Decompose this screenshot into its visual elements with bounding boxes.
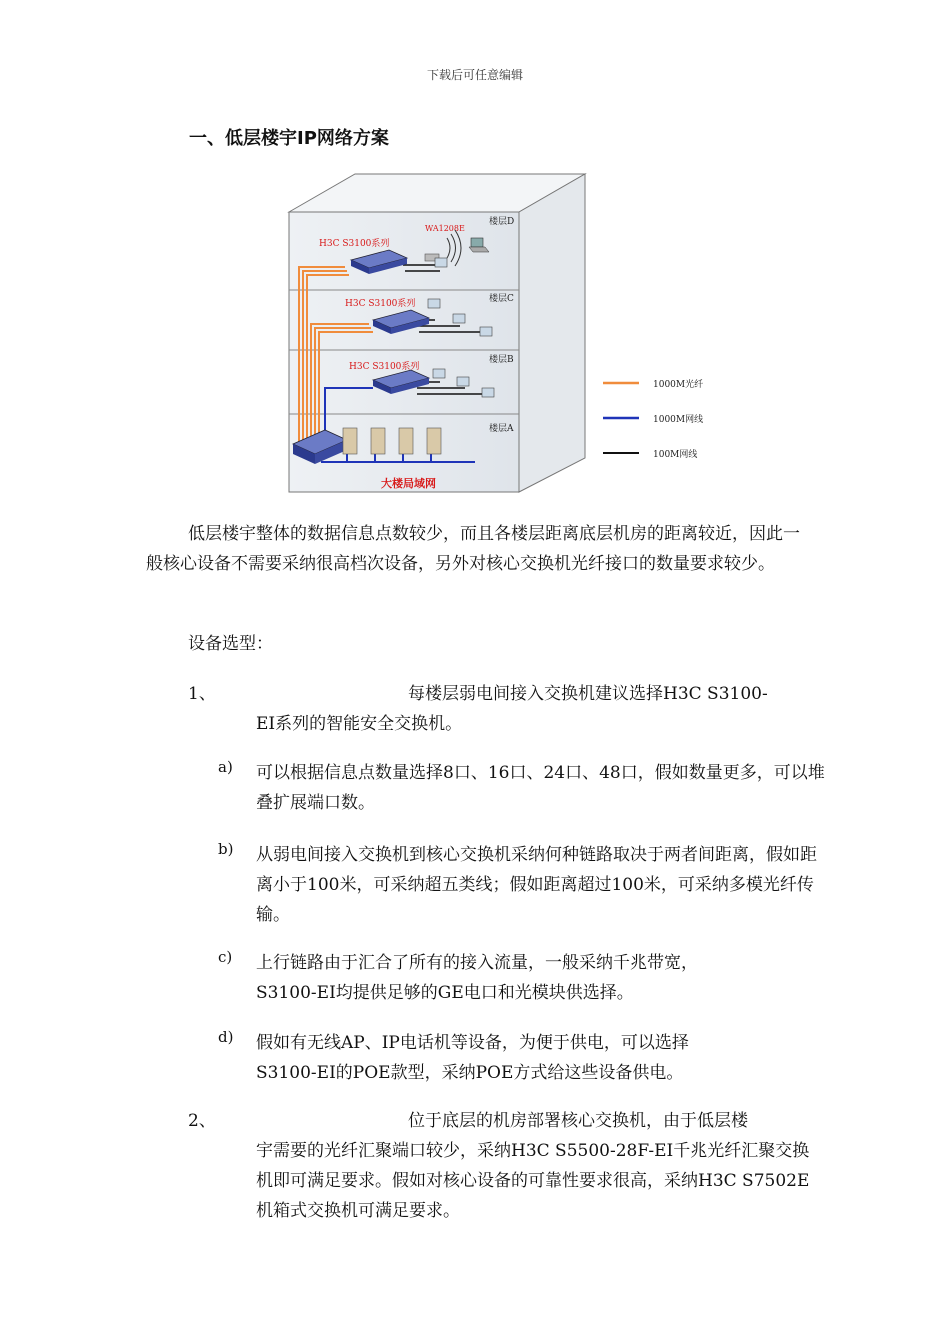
floor-label-d: 楼层D [489, 217, 515, 227]
switch-c-label: H3C S3100系列 [345, 299, 416, 309]
legend [603, 378, 703, 460]
item2-text [256, 1106, 816, 1226]
sub-d-text [256, 1028, 826, 1088]
switch-d-label: H3C S3100系列 [319, 239, 390, 249]
floor-label-b: 楼层B [489, 355, 514, 365]
network-diagram [285, 172, 745, 497]
sub-c-line2: S3100-EI均提供足够的GE电口和光模块供选择。 [256, 983, 634, 1003]
sub-d-line2: S3100-EI的POE款型，采纳POE方式给这些设备供电。 [256, 1063, 684, 1083]
floor-label-a: 楼层A [489, 424, 514, 434]
item2-line1: 位于底层的机房部署核心交换机，由于低层楼 [408, 1111, 748, 1131]
section-title: 一、低层楼宇IP网络方案 [189, 128, 389, 149]
legend-fiber: 1000M光纤 [653, 380, 704, 390]
legend-gig: 1000M网线 [653, 415, 704, 425]
legend-fast: 100M网线 [653, 450, 698, 460]
sub-c-text [256, 948, 826, 1008]
sub-a-text: 可以根据信息点数量选择8口、16口、24口、48口，假如数量更多，可以堆叠扩展端口数。 [256, 763, 825, 813]
item2-rest: 宇需要的光纤汇聚端口较少，采纳H3C S5500-28F-EI千兆光纤汇聚交换机即可满足要求。假如对核心设备的可靠性要求很高，采纳H3C S7502E机箱式交换机可满足要求。 [256, 1141, 810, 1221]
sub-a-label: a) [218, 758, 233, 776]
building-side [519, 174, 585, 492]
sub-d-line1: 假如有无线AP、IP电话机等设备，为便于供电，可以选择 [256, 1033, 689, 1053]
floor-label-c: 楼层C [489, 294, 514, 304]
intro-paragraph [146, 519, 806, 579]
sub-c-line1: 上行链路由于汇合了所有的接入流量，一般采纳千兆带宽， [256, 953, 698, 973]
selection-heading: 设备选型： [188, 634, 273, 654]
item2-number: 2、 [188, 1111, 216, 1131]
sub-c-label: c) [218, 948, 233, 966]
intro-text: 低层楼宇整体的数据信息点数较少，而且各楼层距离底层机房的距离较近，因此一般核心设备不需要采纳很高档次设备，另外对核心交换机光纤接口的数量要求较少。 [146, 524, 800, 574]
sub-d-label: d) [218, 1028, 234, 1046]
item1-text [256, 679, 816, 739]
item1-line2: EI系列的智能安全交换机。 [256, 714, 463, 734]
item1-line1: 每楼层弱电间接入交换机建议选择H3C S3100- [408, 684, 768, 704]
switch-b-label: H3C S3100系列 [349, 362, 420, 372]
item1-number: 1、 [188, 684, 216, 704]
sub-b-label: b) [218, 840, 234, 858]
lan-label: 大楼局域网 [381, 477, 436, 490]
ap-label: WA1208E [425, 224, 465, 233]
sub-b-text: 从弱电间接入交换机到核心交换机采纳何种链路取决于两者间距离，假如距离小于100米，可采纳超五类线；假如距离超过100米，可采纳多模光纤传输。 [256, 845, 817, 925]
page-header: 下载后可任意编辑 [426, 68, 523, 82]
